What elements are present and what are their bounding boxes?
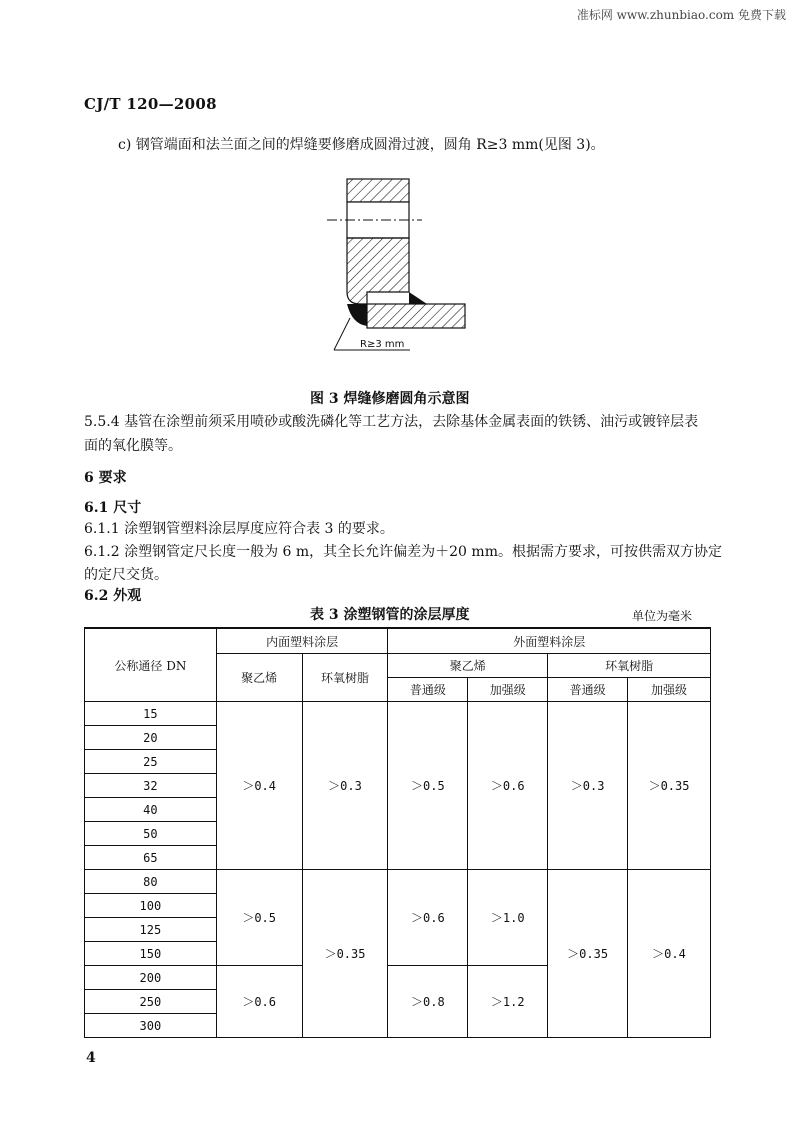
- section-6-1-2-line2: 的定尺交货。: [84, 567, 168, 583]
- standard-code: CJ/T 120—2008: [84, 95, 217, 113]
- dn-cell: 25: [85, 750, 217, 774]
- section-6-1-1-text: 6.1.1 涂塑钢管塑料涂层厚度应符合表 3 的要求。: [84, 521, 394, 537]
- header-epoxy-normal: 普通级: [548, 678, 628, 702]
- dn-cell: 32: [85, 774, 217, 798]
- section-6-2-heading: 6.2 外观: [84, 588, 142, 604]
- dn-cell: 20: [85, 726, 217, 750]
- g1-inner-pe: ＞0.4: [216, 702, 302, 870]
- table-unit: 单位为毫米: [632, 609, 693, 623]
- g2-outer-epoxy-normal: ＞0.35: [548, 870, 628, 1038]
- outer-weld-fillet: [409, 292, 427, 304]
- radius-leader-line: [334, 318, 350, 350]
- header-outer-coating: 外面塑料涂层: [388, 628, 711, 654]
- dn-cell: 250: [85, 990, 217, 1014]
- header-pe-normal: 普通级: [388, 678, 468, 702]
- g2-inner-pe-a: ＞0.5: [216, 870, 302, 966]
- radius-label: R≥3 mm: [360, 339, 405, 350]
- header-dn: 公称通径 DN: [85, 628, 217, 702]
- header-inner-coating: 内面塑料涂层: [216, 628, 388, 654]
- header-inner-pe: 聚乙烯: [216, 654, 302, 702]
- g1-outer-epoxy-reinforced: ＞0.35: [628, 702, 711, 870]
- header-inner-epoxy: 环氧树脂: [302, 654, 388, 702]
- dn-cell: 150: [85, 942, 217, 966]
- flange-top-section: [347, 179, 409, 202]
- dn-cell: 200: [85, 966, 217, 990]
- inner-weld-fillet: [347, 304, 367, 326]
- section-5-5-4-line2: 面的氧化膜等。: [84, 438, 182, 454]
- coating-thickness-table: [84, 627, 711, 1038]
- g2-outer-pe-normal-a: ＞0.6: [388, 870, 468, 966]
- header-outer-pe: 聚乙烯: [388, 654, 548, 678]
- dn-cell: 15: [85, 702, 217, 726]
- figure-caption: 图 3 焊缝修磨圆角示意图: [310, 391, 470, 407]
- g2-outer-epoxy-reinforced: ＞0.4: [628, 870, 711, 1038]
- item-c-text: c) 钢管端面和法兰面之间的焊缝要修磨成圆滑过渡，圆角 R≥3 mm(见图 3)。: [118, 137, 605, 153]
- table-title: 表 3 涂塑钢管的涂层厚度: [310, 607, 470, 623]
- section-6-1-2-line1: 6.1.2 涂塑钢管定尺长度一般为 6 m，其全长允许偏差为＋20 mm。根据需方要求，可按供需双方协定: [84, 544, 722, 560]
- g2-outer-pe-reinforced-a: ＞1.0: [468, 870, 548, 966]
- flange-lower-section: [347, 238, 409, 304]
- g2-inner-pe-b: ＞0.6: [216, 966, 302, 1038]
- dn-cell: 125: [85, 918, 217, 942]
- dn-cell: 80: [85, 870, 217, 894]
- page-number: 4: [86, 1050, 96, 1066]
- g1-outer-pe-reinforced: ＞0.6: [468, 702, 548, 870]
- header-outer-epoxy: 环氧树脂: [548, 654, 711, 678]
- section-6-heading: 6 要求: [84, 470, 127, 486]
- watermark-text: 准标网 www.zhunbiao.com 免费下载: [576, 8, 786, 22]
- header-epoxy-reinforced: 加强级: [628, 678, 711, 702]
- dn-cell: 65: [85, 846, 217, 870]
- section-6-1-heading: 6.1 尺寸: [84, 500, 142, 516]
- g1-outer-pe-normal: ＞0.5: [388, 702, 468, 870]
- weld-fillet-figure: [320, 172, 480, 367]
- g1-outer-epoxy-normal: ＞0.3: [548, 702, 628, 870]
- g1-inner-epoxy: ＞0.3: [302, 702, 388, 870]
- dn-cell: 50: [85, 822, 217, 846]
- section-5-5-4-line1: 5.5.4 基管在涂塑前须采用喷砂或酸洗磷化等工艺方法，去除基体金属表面的铁锈、油污或镀锌层表: [84, 414, 699, 430]
- dn-cell: 300: [85, 1014, 217, 1038]
- g2-inner-epoxy: ＞0.35: [302, 870, 388, 1038]
- g2-outer-pe-normal-b: ＞0.8: [388, 966, 468, 1038]
- g2-outer-pe-reinforced-b: ＞1.2: [468, 966, 548, 1038]
- dn-cell: 100: [85, 894, 217, 918]
- header-pe-reinforced: 加强级: [468, 678, 548, 702]
- pipe-wall-section: [367, 304, 465, 328]
- dn-cell: 40: [85, 798, 217, 822]
